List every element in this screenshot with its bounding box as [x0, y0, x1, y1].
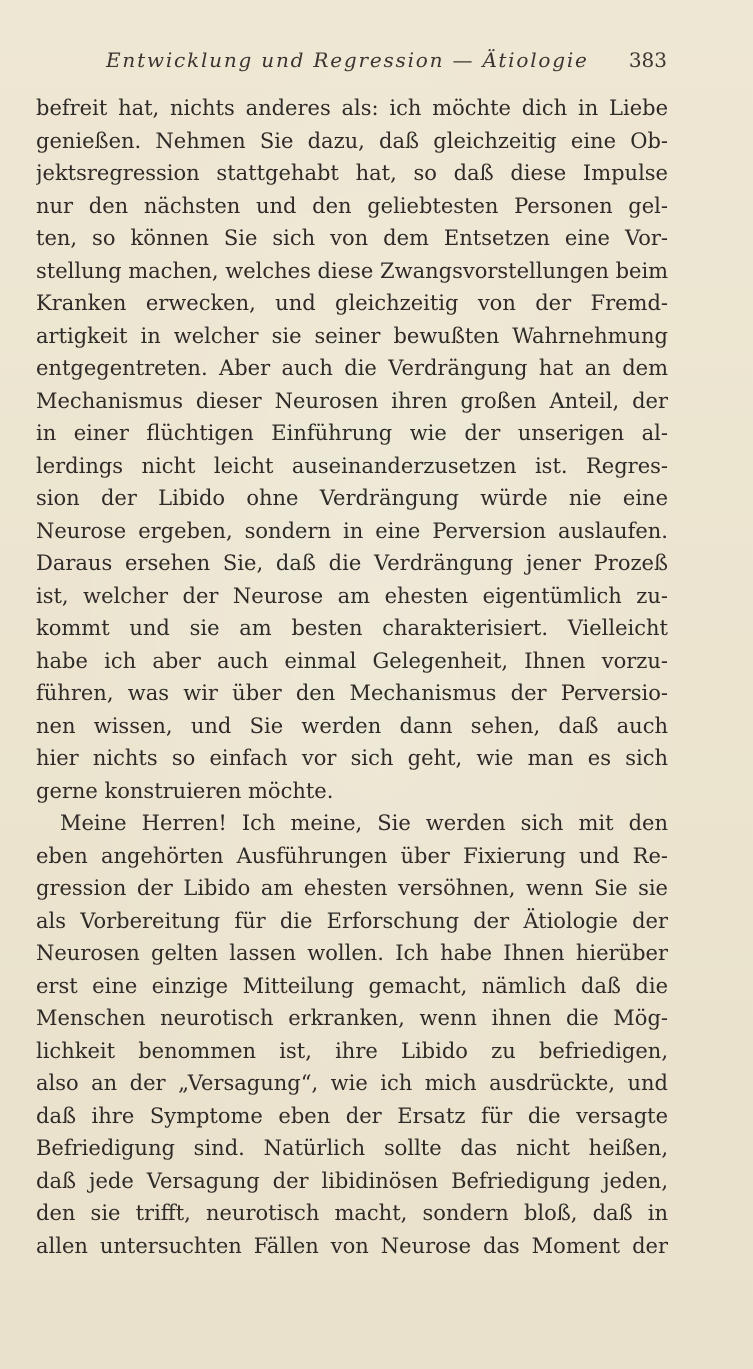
text-line: ten, so können Sie sich von dem Entsetzen eine Vor- [36, 226, 668, 250]
text-line: nur den nächsten und den geliebtesten Personen gel- [36, 193, 668, 218]
text-line: Neurose ergeben, sondern in eine Perversion auslaufen. [36, 518, 668, 543]
text-line: ist, welcher der Neurose am ehesten eigentümlich zu- [36, 583, 668, 608]
text-line: hier nichts so einfach vor sich geht, wie man es sich [36, 746, 668, 770]
running-title: Entwicklung und Regression — Ätiologie [106, 48, 589, 72]
text-line: Meine Herren! Ich meine, Sie werden sich mit den [60, 811, 668, 835]
text-line: entgegentreten. Aber auch die Verdrängung hat an dem [36, 356, 668, 380]
text-line: sion der Libido ohne Verdrängung würde nie eine [36, 486, 668, 510]
text-line: lichkeit benommen ist, ihre Libido zu befriedigen, [36, 1038, 668, 1063]
text-line: Befriedigung sind. Natürlich sollte das nicht heißen, [36, 1136, 668, 1160]
text-line: Menschen neurotisch erkranken, wenn ihnen die Mög- [36, 1006, 668, 1030]
text-line: Mechanismus dieser Neurosen ihren großen Anteil, der [36, 388, 668, 413]
text-line: also an der „Versagung“, wie ich mich ausdrückte, und [36, 1071, 668, 1095]
page-number: 383 [628, 48, 667, 72]
paragraph-1 [36, 92, 668, 807]
text-line: in einer flüchtigen Einführung wie der unserigen al- [36, 421, 668, 445]
text-line: stellung machen, welches diese Zwangsvorstellungen beim [36, 258, 668, 283]
paragraph-2 [36, 807, 668, 1262]
text-line: artigkeit in welcher sie seiner bewußten Wahrnehmung [36, 323, 668, 348]
text-line: genießen. Nehmen Sie dazu, daß gleichzeitig eine Ob- [36, 128, 668, 153]
text-line: daß ihre Symptome eben der Ersatz für die versagte [36, 1103, 668, 1128]
text-line: lerdings nicht leicht auseinanderzusetzen ist. Regres- [36, 453, 668, 478]
text-line: habe ich aber auch einmal Gelegenheit, Ihnen vorzu- [36, 648, 668, 673]
text-line: gression der Libido am ehesten versöhnen, wenn Sie sie [36, 876, 668, 900]
text-line: daß jede Versagung der libidinösen Befriedigung jeden, [36, 1168, 668, 1193]
text-line: eben angehörten Ausführungen über Fixierung und Re- [36, 843, 668, 868]
text-line: führen, was wir über den Mechanismus der Perversio- [36, 681, 668, 705]
text-line: erst eine einzige Mitteilung gemacht, nämlich daß die [36, 973, 668, 998]
text-line: kommt und sie am besten charakterisiert. Vielleicht [36, 616, 668, 640]
text-line: Kranken erwecken, und gleichzeitig von der Fremd- [36, 291, 668, 315]
text-line: Daraus ersehen Sie, daß die Verdrängung jener Prozeß [36, 551, 668, 575]
text-line: den sie trifft, neurotisch macht, sondern bloß, daß in [36, 1201, 668, 1225]
text-line: gerne konstruieren möchte. [36, 778, 334, 803]
text-line: Neurosen gelten lassen wollen. Ich habe Ihnen hierüber [36, 941, 668, 965]
text-line: jektsregression stattgehabt hat, so daß diese Impulse [36, 161, 668, 185]
text-line: befreit hat, nichts anderes als: ich möchte dich in Liebe [36, 96, 668, 120]
body-text [36, 92, 668, 1262]
running-head [0, 48, 753, 80]
text-line: nen wissen, und Sie werden dann sehen, daß auch [36, 713, 668, 738]
text-line: allen untersuchten Fällen von Neurose das Moment der [36, 1233, 668, 1258]
text-line: als Vorbereitung für die Erforschung der Ätiologie der [36, 908, 668, 933]
